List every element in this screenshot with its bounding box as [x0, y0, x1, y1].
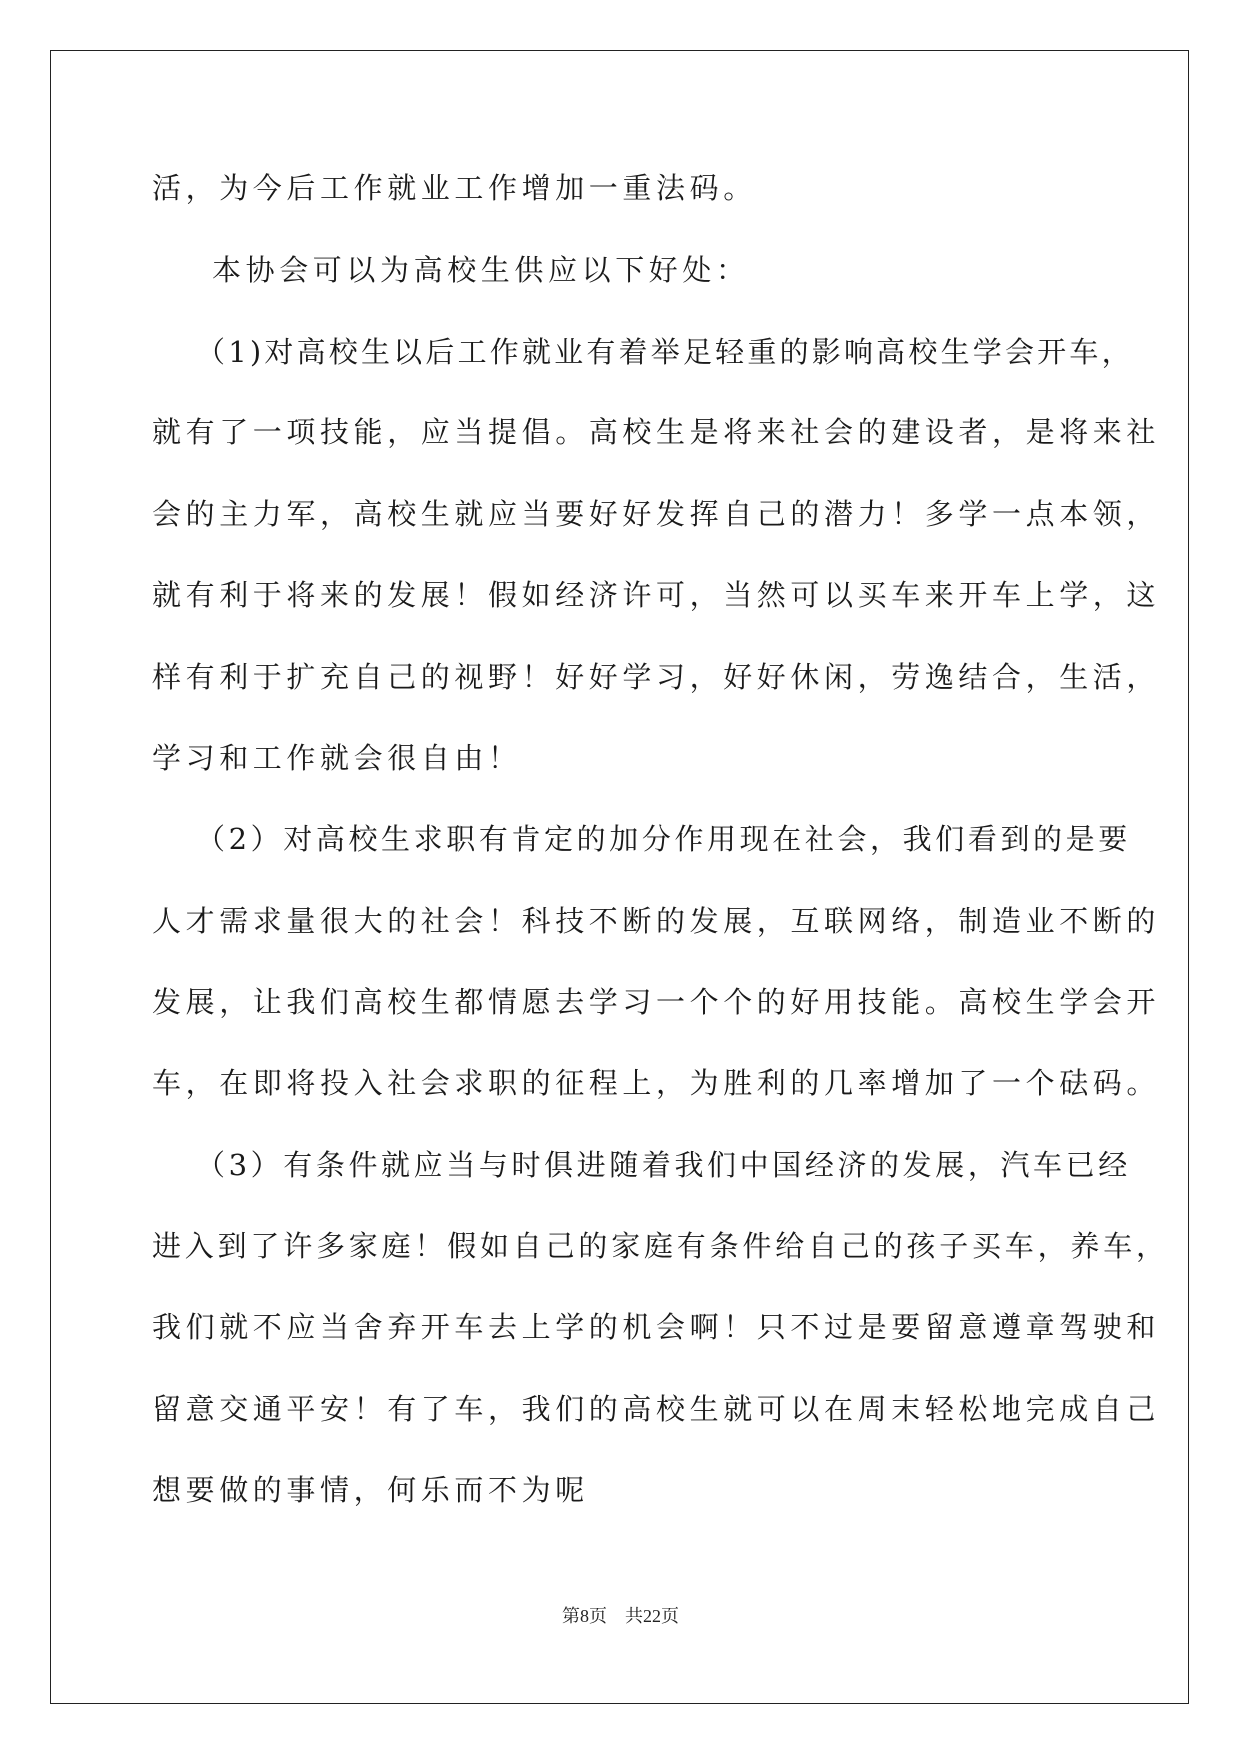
page-total: 共22页 — [625, 1606, 679, 1626]
text-line: 会的主力军，高校生就应当要好好发挥自己的潜力！多学一点本领， — [152, 497, 1161, 531]
text-line: 车，在即将投入社会求职的征程上，为胜利的几率增加了一个砝码。 — [152, 1066, 1161, 1100]
text-line: 活，为今后工作就业工作增加一重法码。 — [152, 171, 757, 205]
text-line: （1)对高校生以后工作就业有着举足轻重的影响高校生学会开车， — [196, 335, 1134, 369]
text-line: 发展，让我们高校生都情愿去学习一个个的好用技能。高校生学会开 — [152, 985, 1161, 1019]
text-line: 人才需求量很大的社会！科技不断的发展，互联网络，制造业不断的 — [152, 904, 1161, 938]
text-line: 进入到了许多家庭！假如自己的家庭有条件给自己的孩子买车，养车， — [152, 1229, 1169, 1263]
page-border — [50, 50, 1189, 1704]
text-line: 我们就不应当舍弃开车去上学的机会啊！只不过是要留意遵章驾驶和 — [152, 1310, 1161, 1344]
page-footer — [0, 1602, 1241, 1628]
text-line: 本协会可以为高校生供应以下好处： — [212, 253, 750, 287]
text-line: （3）有条件就应当与时俱进随着我们中国经济的发展，汽车已经 — [196, 1148, 1131, 1182]
text-line: 留意交通平安！有了车，我们的高校生就可以在周末轻松地完成自己 — [152, 1392, 1161, 1426]
text-line: 想要做的事情，何乐而不为呢 — [152, 1473, 589, 1507]
text-line: （2）对高校生求职有肯定的加分作用现在社会，我们看到的是要 — [196, 822, 1131, 856]
text-line: 就有利于将来的发展！假如经济许可，当然可以买车来开车上学，这 — [152, 578, 1161, 612]
page-number: 第8页 — [562, 1606, 607, 1626]
text-line: 学习和工作就会很自由！ — [152, 741, 522, 775]
text-line: 样有利于扩充自己的视野！好好学习，好好休闲，劳逸结合，生活， — [152, 660, 1161, 694]
text-line: 就有了一项技能，应当提倡。高校生是将来社会的建设者，是将来社 — [152, 415, 1161, 449]
